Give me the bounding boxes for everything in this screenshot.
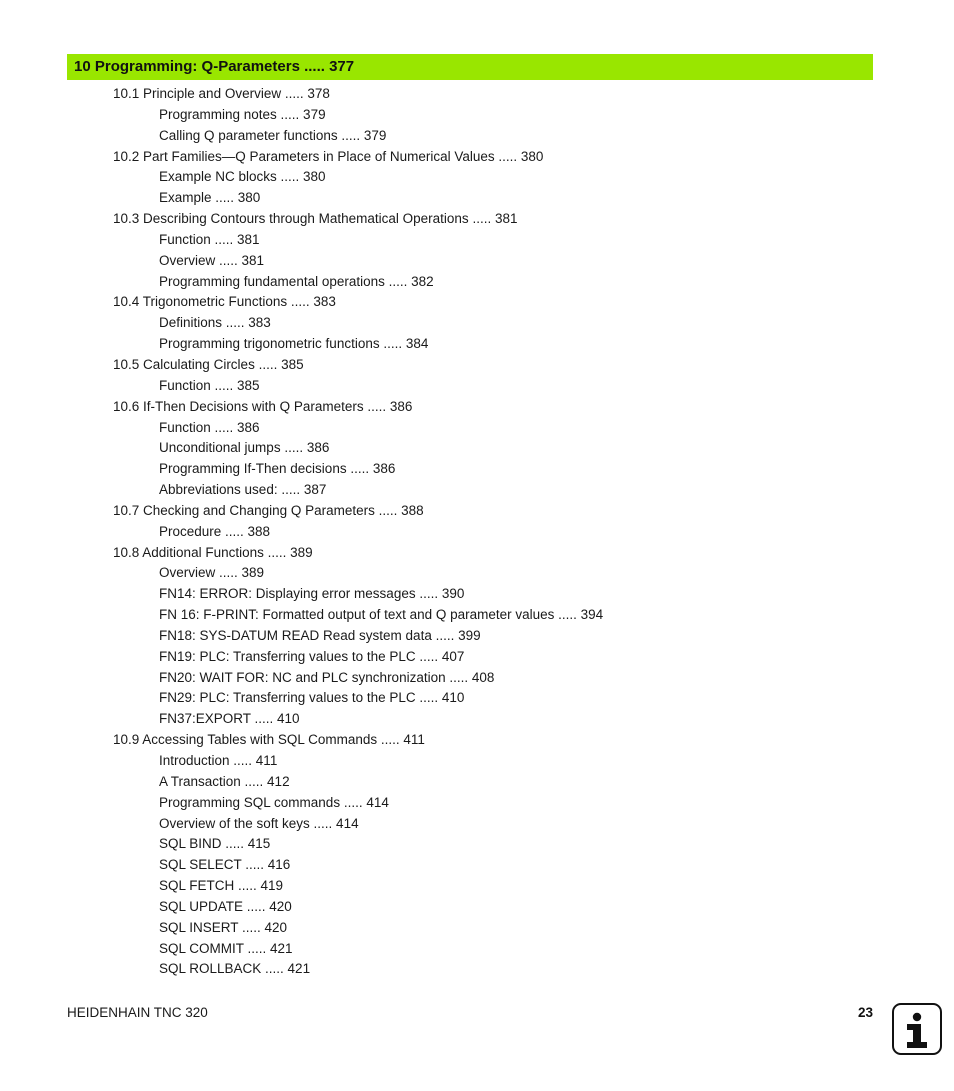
toc-subsection-entry[interactable]: FN29: PLC: Transferring values to the PLC ..... 410 (159, 690, 465, 706)
toc-subsection-entry[interactable]: Overview ..... 381 (159, 252, 265, 268)
toc-subsection-entry[interactable]: Overview of the soft keys ..... 414 (159, 815, 359, 831)
toc-subsection-entry[interactable]: Unconditional jumps ..... 386 (159, 440, 330, 456)
toc-section-entry[interactable]: 10.9 Accessing Tables with SQL Commands ..... 411 (113, 732, 425, 748)
toc-subsection-entry[interactable]: Function ..... 381 (159, 231, 260, 247)
toc-subsection-entry[interactable]: Programming notes ..... 379 (159, 106, 326, 122)
toc-subsection-entry[interactable]: Programming fundamental operations ..... 382 (159, 273, 434, 289)
info-glyph (894, 1005, 940, 1053)
toc-subsection-entry[interactable]: FN18: SYS-DATUM READ Read system data ..... 399 (159, 627, 481, 643)
toc-subsection-entry[interactable]: Example ..... 380 (159, 190, 261, 206)
toc-subsection-entry[interactable]: FN19: PLC: Transferring values to the PLC ..... 407 (159, 648, 465, 664)
toc-subsection-entry[interactable]: Function ..... 385 (159, 377, 260, 393)
toc-subsection-entry[interactable]: Abbreviations used: ..... 387 (159, 482, 327, 498)
footer-product-name: HEIDENHAIN TNC 320 (67, 1005, 208, 1020)
toc-subsection-entry[interactable]: SQL BIND ..... 415 (159, 836, 271, 852)
toc-subsection-entry[interactable]: Introduction ..... 411 (159, 753, 278, 768)
toc-subsection-entry[interactable]: FN14: ERROR: Displaying error messages ..... 390 (159, 586, 465, 602)
toc-subsection-entry[interactable]: Example NC blocks ..... 380 (159, 169, 326, 185)
toc-subsection-entry[interactable]: Programming SQL commands ..... 414 (159, 794, 389, 810)
toc-subsection-entry[interactable]: SQL INSERT ..... 420 (159, 919, 288, 935)
toc-subsection-entry[interactable]: FN 16: F-PRINT: Formatted output of text and Q parameter values ..... 394 (159, 607, 604, 623)
toc-subsection-entry[interactable]: SQL ROLLBACK ..... 421 (159, 961, 311, 977)
toc-subsection-entry[interactable]: SQL UPDATE ..... 420 (159, 898, 292, 914)
toc-section-entry[interactable]: 10.6 If-Then Decisions with Q Parameters ..... 386 (113, 398, 413, 414)
toc-subsection-entry[interactable]: FN37:EXPORT ..... 410 (159, 711, 300, 727)
table-of-contents (0, 84, 954, 980)
chapter-heading-bar (67, 54, 873, 80)
toc-section-entry[interactable]: 10.3 Describing Contours through Mathematical Operations ..... 381 (113, 211, 518, 227)
toc-subsection-entry[interactable]: Programming trigonometric functions ..... 384 (159, 336, 429, 352)
toc-subsection-entry[interactable]: FN20: WAIT FOR: NC and PLC synchronization ..... 408 (159, 669, 495, 685)
toc-subsection-entry[interactable]: SQL FETCH ..... 419 (159, 878, 284, 894)
info-icon (892, 1003, 942, 1055)
toc-subsection-entry[interactable]: SQL SELECT ..... 416 (159, 857, 291, 873)
toc-subsection-entry[interactable]: A Transaction ..... 412 (159, 773, 290, 789)
toc-subsection-entry[interactable]: Definitions ..... 383 (159, 315, 271, 331)
toc-section-entry[interactable]: 10.1 Principle and Overview ..... 378 (113, 86, 330, 101)
page-number: 23 (857, 1005, 873, 1020)
chapter-title: 10 Programming: Q-Parameters ..... 377 (74, 58, 355, 75)
toc-section-entry[interactable]: 10.7 Checking and Changing Q Parameters ..... 388 (113, 502, 424, 518)
toc-subsection-entry[interactable]: Programming If-Then decisions ..... 386 (159, 461, 396, 477)
toc-subsection-entry[interactable]: Overview ..... 389 (159, 565, 265, 581)
toc-section-entry[interactable]: 10.2 Part Families—Q Parameters in Place of Numerical Values ..... 380 (113, 148, 544, 164)
toc-section-entry[interactable]: 10.4 Trigonometric Functions ..... 383 (113, 294, 336, 310)
toc-subsection-entry[interactable]: Function ..... 386 (159, 419, 260, 435)
toc-section-entry[interactable]: 10.8 Additional Functions ..... 389 (113, 544, 313, 560)
toc-subsection-entry[interactable]: SQL COMMIT ..... 421 (159, 940, 293, 956)
toc-section-entry[interactable]: 10.5 Calculating Circles ..... 385 (113, 356, 304, 372)
toc-subsection-entry[interactable]: Procedure ..... 388 (159, 523, 271, 539)
toc-subsection-entry[interactable]: Calling Q parameter functions ..... 379 (159, 127, 387, 143)
